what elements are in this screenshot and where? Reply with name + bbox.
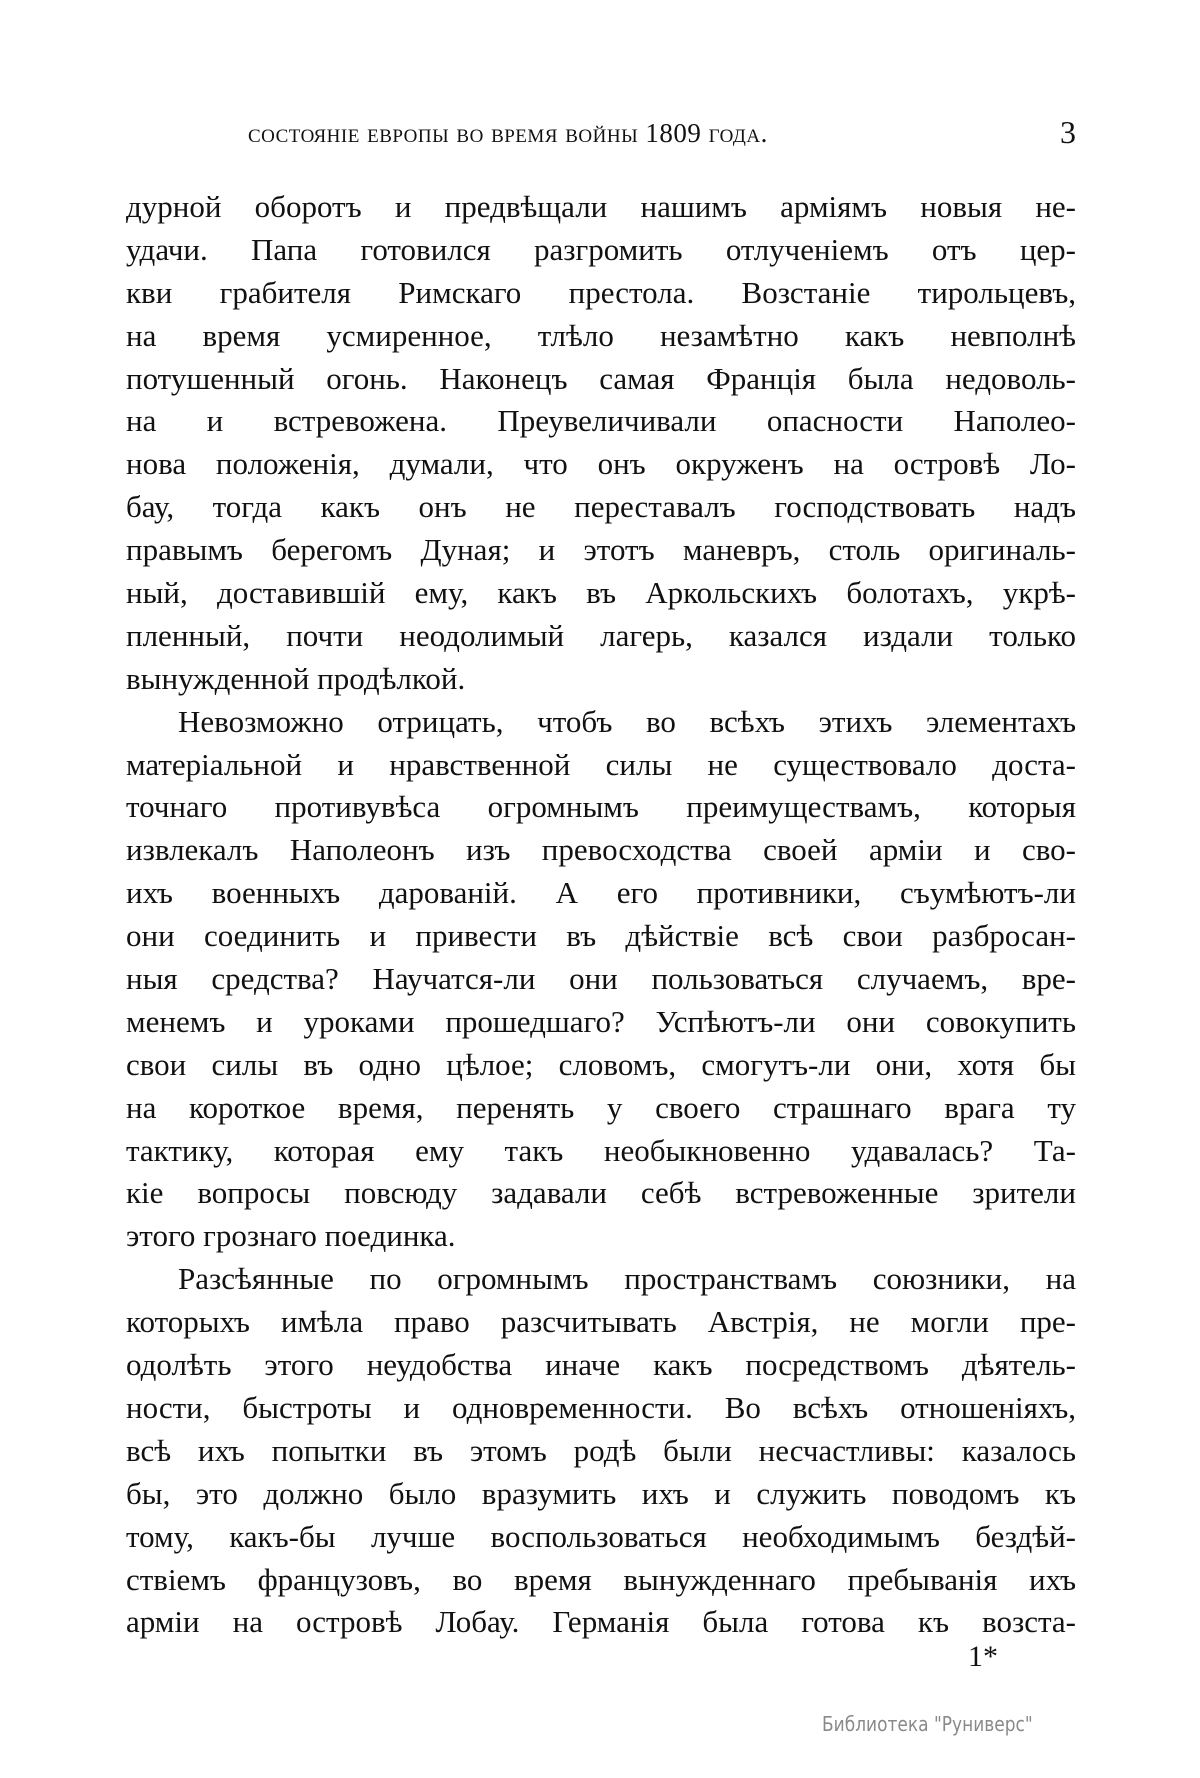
- text-line: они соединить и привести въ дѣйствіе всѣ свои разбросан-: [126, 918, 1076, 954]
- text-line: арміи на островѣ Лобау. Германія была готова къ возста-: [126, 1604, 1076, 1640]
- text-line: этого грознаго поединка.: [126, 1218, 456, 1254]
- printer-signature-mark: 1*: [968, 1640, 998, 1673]
- body-text: [126, 186, 1076, 1644]
- text-line: ихъ военныхъ дарованій. А его противники, съумѣютъ-ли: [126, 875, 1076, 911]
- text-line: вынужденной продѣлкой.: [126, 660, 466, 696]
- text-line: которыхъ имѣла право разсчитывать Австрія, не могли пре-: [126, 1304, 1076, 1340]
- text-line: ный, доставившій ему, какъ въ Аркольскихъ болотахъ, укрѣ-: [126, 575, 1076, 611]
- text-line: кіе вопросы повсюду задавали себѣ встревоженные зрители: [126, 1175, 1076, 1211]
- text-line: извлекалъ Наполеонъ изъ превосходства своей арміи и сво-: [126, 832, 1076, 868]
- text-line: свои силы въ одно цѣлое; словомъ, смогутъ-ли они, хотя бы: [126, 1046, 1076, 1082]
- text-line: на время усмиренное, тлѣло незамѣтно какъ невполнѣ: [126, 317, 1076, 353]
- text-line: ствіемъ французовъ, во время вынужденнаго пребыванія ихъ: [126, 1561, 1076, 1597]
- text-line: матеріальной и нравственной силы не существовало доста-: [126, 746, 1076, 782]
- text-line: удачи. Папа готовился разгромить отлученіемъ отъ цер-: [126, 231, 1076, 267]
- page-number: 3: [1060, 114, 1076, 150]
- text-line: правымъ берегомъ Дуная; и этотъ маневръ, столь оригиналь-: [126, 532, 1076, 568]
- text-line: кви грабителя Римскаго престола. Возстаніе тирольцевъ,: [126, 274, 1076, 310]
- paragraph: [126, 1258, 1076, 1644]
- text-line: дурной оборотъ и предвѣщали нашимъ арміямъ новыя не-: [126, 189, 1076, 224]
- library-watermark: Библиотека "Руниверс": [822, 1712, 1033, 1736]
- text-line: ныя средства? Научатся-ли они пользоваться случаемъ, вре-: [126, 961, 1076, 997]
- text-line: нова положенія, думали, что онъ окруженъ на островѣ Ло-: [126, 446, 1076, 482]
- running-header: [126, 114, 1076, 158]
- text-line: Невозможно отрицать, чтобъ во всѣхъ этихъ элементахъ: [178, 703, 1076, 739]
- text-line: тому, какъ-бы лучше воспользоваться необходимымъ бездѣй-: [126, 1518, 1076, 1554]
- text-line: тактику, которая ему такъ необыкновенно удавалась? Та-: [126, 1132, 1076, 1168]
- text-line: на и встревожена. Преувеличивали опасности Наполео-: [126, 403, 1076, 439]
- text-line: всѣ ихъ попытки въ этомъ родѣ были несчастливы: казалось: [126, 1432, 1076, 1468]
- text-line: потушенный огонь. Наконецъ самая Франція была недоволь-: [126, 360, 1076, 396]
- text-line: менемъ и уроками прошедшаго? Успѣютъ-ли они совокупить: [126, 1003, 1076, 1039]
- text-line: пленный, почти неодолимый лагерь, казался издали только: [126, 617, 1076, 653]
- paragraph: [126, 186, 1076, 701]
- text-line: точнаго противувѣса огромнымъ преимуществамъ, которыя: [126, 789, 1076, 825]
- text-line: одолѣть этого неудобства иначе какъ посредствомъ дѣятель-: [126, 1347, 1076, 1383]
- text-line: на короткое время, перенять у своего страшнаго врага ту: [126, 1089, 1076, 1125]
- text-line: Разсѣянные по огромнымъ пространствамъ союзники, на: [178, 1261, 1076, 1297]
- text-line: бау, тогда какъ онъ не переставалъ господствовать надъ: [126, 489, 1076, 525]
- text-line: бы, это должно было вразумить ихъ и служить поводомъ къ: [126, 1475, 1076, 1511]
- paragraph: [126, 701, 1076, 1259]
- text-line: ности, быстроты и одновременности. Во всѣхъ отношеніяхъ,: [126, 1389, 1076, 1425]
- running-title: состояніе европы во время войны 1809 года.: [248, 118, 768, 148]
